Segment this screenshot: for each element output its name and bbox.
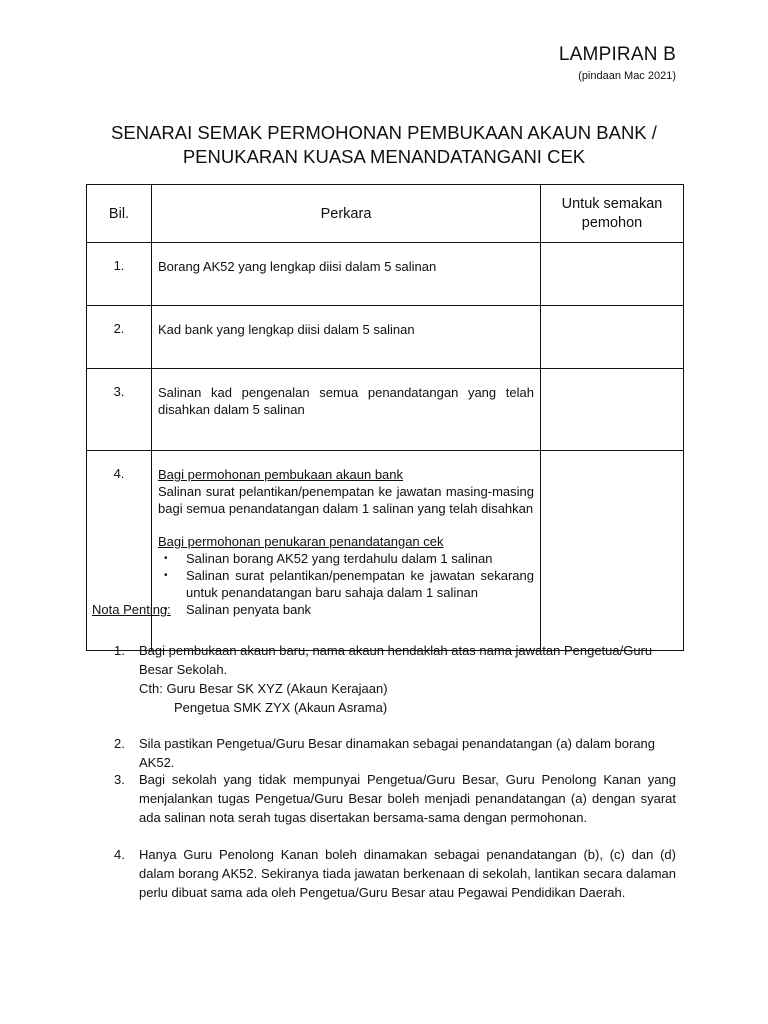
note-example: Pengetua SMK ZYX (Akaun Asrama): [174, 700, 388, 715]
table-row: [87, 369, 684, 451]
column-header-applicant-check-label: Untuk semakan pemohon: [561, 195, 663, 231]
note-item: [92, 845, 676, 902]
note-number: 4.: [114, 847, 125, 862]
note-number: 1.: [114, 643, 125, 658]
section-text-open-account: Salinan surat pelantikan/penempatan ke jawatan masing-masing bagi semua penandatangan dalam 1 salinan yang telah disahkan: [158, 484, 534, 516]
checklist-table: [86, 184, 684, 651]
bullet-list: [158, 550, 534, 618]
amendment-note: (pindaan Mac 2021): [578, 70, 676, 82]
row-number: 2.: [87, 306, 152, 369]
note-item: [92, 641, 676, 717]
row-item-text: Salinan kad pengenalan semua penandatangan yang telah disahkan dalam 5 salinan: [152, 369, 541, 451]
note-number: 2.: [114, 736, 125, 751]
table-header-row: [87, 185, 684, 243]
note-text: Hanya Guru Penolong Kanan boleh dinamakan sebagai penandatangan (b), (c) dan (d) dalam borang AK52. Sekiranya tiada jawatan berkenaan di sekolah, lantikan secara dalaman perlu dibuat sama ada oleh Pengetua/Guru Besar atau Pegawai Pendidikan Daerah.: [139, 847, 676, 900]
document-title-line-2: PENUKARAN KUASA MENANDATANGANI CEK: [182, 146, 586, 167]
column-header-applicant-check: [541, 185, 684, 243]
row-item-text: Kad bank yang lengkap diisi dalam 5 salinan: [152, 306, 541, 369]
section-heading-change-signatory: Bagi permohonan penukaran penandatangan cek: [158, 534, 444, 549]
appendix-label: LAMPIRAN B: [558, 44, 676, 65]
row-item-text: Borang AK52 yang lengkap diisi dalam 5 salinan: [152, 243, 541, 306]
note-text: Bagi sekolah yang tidak mempunyai Pengetua/Guru Besar, Guru Penolong Kanan yang menjalankan tugas Pengetua/Guru Besar boleh menjadi penandatangan (a) dengan syarat ada salinan nota serah tugas disertakan bersama-sama dengan permohonan.: [139, 772, 676, 825]
note-text: Sila pastikan Pengetua/Guru Besar dinamakan sebagai penandatangan (a) dalam borang AK52.: [139, 736, 656, 770]
row-number: 3.: [87, 369, 152, 451]
table-row: [87, 306, 684, 369]
list-item: • Salinan borang AK52 yang terdahulu dalam 1 salinan: [158, 550, 534, 567]
note-item: [92, 734, 676, 772]
row-number: 4.: [87, 451, 152, 651]
check-cell[interactable]: [541, 369, 684, 451]
note-text: Bagi pembukaan akaun baru, nama akaun hendaklah atas nama jawatan Pengetua/Guru Besar Sekolah.: [139, 643, 653, 677]
row-item-content: [152, 451, 541, 651]
note-item: [92, 770, 676, 827]
check-cell[interactable]: [541, 243, 684, 306]
column-header-item: Perkara: [152, 185, 541, 243]
notes-heading: Nota Penting:: [92, 602, 171, 617]
row-number: 1.: [87, 243, 152, 306]
check-cell[interactable]: [541, 451, 684, 651]
section-heading-open-account: Bagi permohonan pembukaan akaun bank: [158, 467, 404, 482]
table-row: [87, 243, 684, 306]
check-cell[interactable]: [541, 306, 684, 369]
note-example: Cth: Guru Besar SK XYZ (Akaun Kerajaan): [139, 681, 388, 696]
note-number: 3.: [114, 772, 125, 787]
list-item: • Salinan penyata bank: [158, 601, 534, 618]
list-item: • Salinan surat pelantikan/penempatan ke jawatan sekarang untuk penandatangan baru sahaja dalam 1 salinan: [158, 567, 534, 601]
document-title-line-1: SENARAI SEMAK PERMOHONAN PEMBUKAAN AKAUN BANK /: [111, 122, 657, 143]
column-header-number: Bil.: [87, 185, 152, 243]
table-row: [87, 451, 684, 651]
